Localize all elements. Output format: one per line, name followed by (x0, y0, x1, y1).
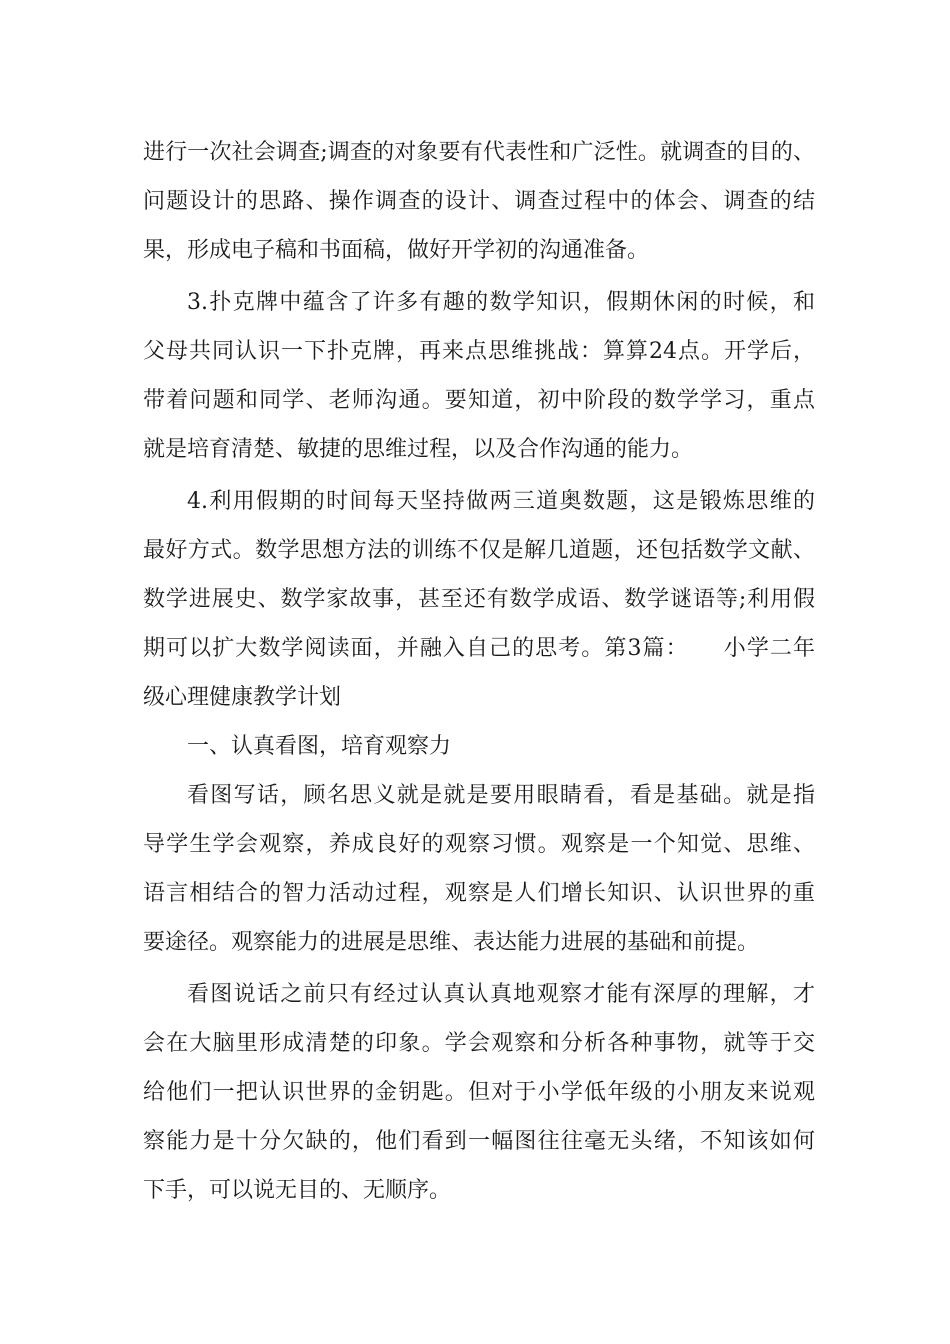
body-text (143, 128, 815, 1215)
text-line: 父母共同认识一下扑克牌，再来点思维挑战：算算24点。开学后， (143, 339, 815, 364)
text-line: 给他们一把认识世界的金钥匙。但对于小学低年级的小朋友来说观 (143, 1080, 815, 1105)
text-line: 语言相结合的智力活动过程，观察是人们增长知识、认识世界的重 (143, 881, 815, 906)
text-line: 要途径。观察能力的进展是思维、表达能力进展的基础和前提。 (143, 930, 760, 955)
text-line: 下手，可以说无目的、无顺序。 (143, 1178, 452, 1203)
text-line: 看图写话，顾名思义就是就是要用眼睛看，看是基础。就是指 (187, 783, 815, 808)
text-line: 问题设计的思路、操作调查的设计、调查过程中的体会、调查的结 (143, 189, 815, 214)
text-line: 4.利用假期的时间每天坚持做两三道奥数题，这是锻炼思维的 (187, 489, 815, 514)
text-line: 期可以扩大数学阅读面，并融入自己的思考。第3篇： 小学二年 (143, 636, 815, 661)
text-line: 会在大脑里形成清楚的印象。学会观察和分析各种事物，就等于交 (143, 1031, 815, 1056)
text-line: 察能力是十分欠缺的，他们看到一幅图往往毫无头绪，不知该如何 (143, 1129, 815, 1154)
text-line: 看图说话之前只有经过认真认真地观察才能有深厚的理解，才 (187, 982, 815, 1007)
text-line: 果，形成电子稿和书面稿，做好开学初的沟通准备。 (143, 238, 650, 263)
text-line: 3.扑克牌中蕴含了许多有趣的数学知识，假期休闲的时候，和 (187, 290, 815, 315)
text-line: 进行一次社会调查;调查的对象要有代表性和广泛性。就调查的目的、 (143, 140, 815, 165)
text-line: 最好方式。数学思想方法的训练不仅是解几道题，还包括数学文献、 (143, 538, 815, 563)
text-line: 数学进展史、数学家故事，甚至还有数学成语、数学谜语等;利用假 (143, 587, 815, 612)
section-heading: 一、认真看图，培育观察力 (187, 734, 452, 759)
text-line: 级心理健康教学计划 (143, 685, 342, 710)
text-line: 就是培育清楚、敏捷的思维过程，以及合作沟通的能力。 (143, 437, 694, 462)
text-line: 导学生学会观察，养成良好的观察习惯。观察是一个知觉、思维、 (143, 832, 815, 857)
text-line: 带着问题和同学、老师沟通。要知道，初中阶段的数学学习，重点 (143, 388, 815, 413)
